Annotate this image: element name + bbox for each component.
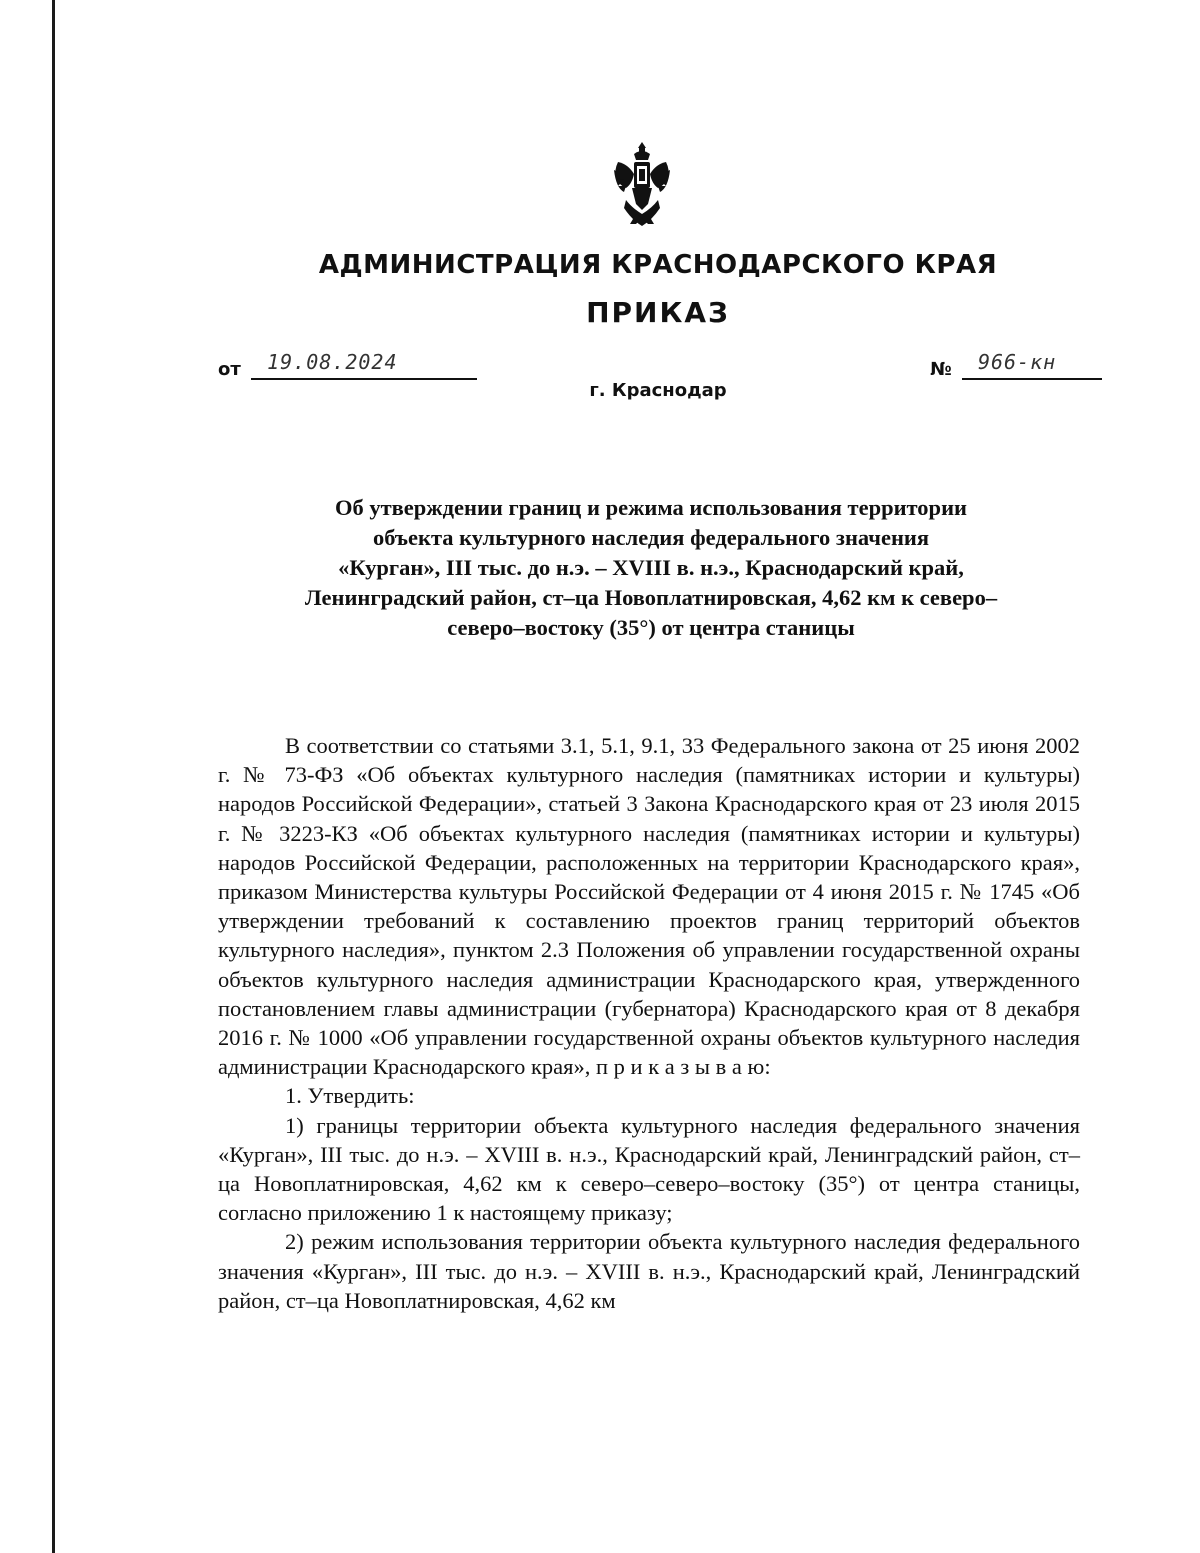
order-subject [218, 493, 1084, 643]
subject-line: Об утверждении границ и режима использования территории [334, 495, 968, 520]
date-prefix: от [218, 359, 241, 380]
document-type: ПРИКАЗ [586, 296, 730, 329]
date-field [251, 350, 477, 380]
scan-edge [52, 0, 55, 1553]
organization-title: АДМИНИСТРАЦИЯ КРАСНОДАРСКОГО КРАЯ [318, 250, 998, 280]
handwritten-number: 966-кн [977, 350, 1057, 374]
handwritten-date: 19.08.2024 [267, 350, 398, 374]
subject-line: Ленинградский район, ст–ца Новоплатнировская, 4,62 км к северо– [304, 585, 998, 610]
subject-line: «Курган», III тыс. до н.э. – XVIII в. н.э., Краснодарский край, [338, 555, 964, 580]
number-row [930, 350, 1102, 380]
subject-line: северо–востоку (35°) от центра станицы [447, 615, 855, 640]
date-row [218, 350, 477, 380]
number-prefix: № [930, 359, 952, 380]
preamble-paragraph: В соответствии со статьями 3.1, 5.1, 9.1, 33 Федерального закона от 25 июня 2002 г. № 73-ФЗ «Об объектах культурного наследия (памятниках истории и культуры) народов Российской Федерации», статьей 3 Закона Краснодарского края от 23 июля 2015 г. № 3223-КЗ «Об объектах культурного наследия (памятниках истории и культуры) народов Российской Федерации, расположенных на территории Краснодарского края», приказом Министерства культуры Российской Федерации от 4 июня 2015 г. № 1745 «Об утверждении требований к составлению проектов границ территорий объектов культурного наследия», пунктом 2.3 Положения об управлении государственной охраны объектов культурного наследия администрации Краснодарского края, утвержденного постановлением главы администрации (губернатора) Краснодарского края от 8 декабря 2016 г. № 1000 «Об управлении государственной охраны объектов культурного наследия администрации Краснодарского края», п р и к а з ы в а ю: [218, 733, 1080, 1080]
subject-line: объекта культурного наследия федерального значения [372, 525, 930, 550]
coat-of-arms-emblem-icon [612, 140, 672, 228]
city: г. Краснодар [589, 380, 727, 401]
order-body [218, 731, 1080, 1315]
item-1-2: 2) режим использования территории объекта культурного наследия федерального значения «Курган», III тыс. до н.э. – XVIII в. н.э., Краснодарский край, Ленинградский район, ст–ца Новоплатнировская, 4,62 км [218, 1229, 1080, 1313]
number-field [962, 350, 1102, 380]
item-1-1: 1) границы территории объекта культурного наследия федерального значения «Курган», III тыс. до н.э. – XVIII в. н.э., Краснодарский край, Ленинградский район, ст–ца Новоплатнировская, 4,62 км к северо–северо–востоку (35°) от центра станицы, согласно приложению 1 к настоящему приказу; [218, 1112, 1080, 1226]
item-1: 1. Утвердить: [285, 1083, 415, 1109]
